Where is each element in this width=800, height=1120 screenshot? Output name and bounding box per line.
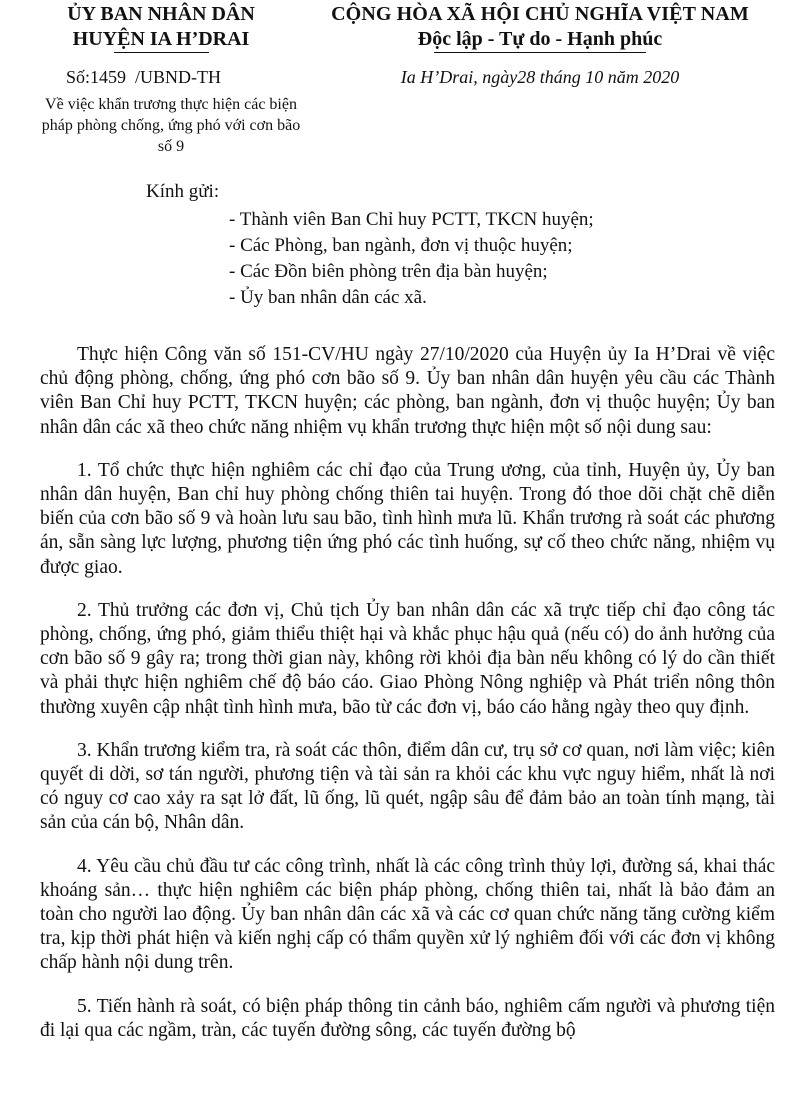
recipient-list — [229, 207, 594, 311]
recipient-item: - Thành viên Ban Chỉ huy PCTT, TKCN huyện; — [229, 209, 594, 230]
item-paragraph-2: 2. Thủ trưởng các đơn vị, Chủ tịch Ủy ban nhân dân các xã trực tiếp chỉ đạo công tác phòng, chống, ứng phó, giảm thiểu thiệt hại và khắc phục hậu quả (nếu có) do ảnh hưởng của cơn bão số 9 gây ra; trong thời gian này, không rời khỏi địa bàn nếu không có lý do cần thiết và phải thực hiện nghiêm chế độ báo cáo. Giao Phòng Nông nghiệp và Phát triển nông thôn thường xuyên cập nhật tình hình mưa, bão từ các đơn vị, báo cáo hằng ngày theo quy định. — [40, 599, 775, 718]
intro-paragraph: Thực hiện Công văn số 151-CV/HU ngày 27/10/2020 của Huyện ủy Ia H’Drai về việc chủ động phòng, chống, ứng phó cơn bão số 9. Ủy ban nhân dân huyện yêu cầu các Thành viên Ban Chỉ huy PCTT, TKCN huyện; các phòng, ban ngành, đơn vị thuộc huyện; Ủy ban nhân dân các xã theo chức năng nhiệm vụ khẩn trương thực hiện một số nội dung sau: — [40, 344, 775, 438]
item-paragraph-3: 3. Khẩn trương kiểm tra, rà soát các thôn, điểm dân cư, trụ sở cơ quan, nơi làm việc; kiên quyết di dời, sơ tán người, phương tiện và tài sản ra khỏi các khu vực nguy hiểm, nhất là nơi có nguy cơ cao xảy ra sạt lở đất, lũ ống, lũ quét, ngập sâu để đảm bảo an toàn tính mạng, tài sản của cán bộ, Nhân dân. — [40, 739, 775, 834]
document-date: Ia H’Drai, ngày28 tháng 10 năm 2020 — [400, 67, 680, 87]
agency-name-line2: HUYỆN IA H’DRAI — [72, 28, 250, 50]
document-body — [40, 343, 775, 1062]
nation-title: CỘNG HÒA XÃ HỘI CHỦ NGHĨA VIỆT NAM — [331, 3, 749, 25]
document-subject: Về việc khẩn trương thực hiện các biện pháp phòng chống, ứng phó với cơn bão số 9 — [41, 96, 301, 155]
salutation: Kính gửi: — [146, 181, 220, 202]
item-paragraph-1: 1. Tổ chức thực hiện nghiêm các chỉ đạo của Trung ương, của tỉnh, Huyện ủy, Ủy ban nhân dân huyện, Ban chỉ huy phòng chống thiên tai huyện. Trong đó thoe dõi chặt chẽ diễn biến của cơn bão số 9 và hoàn lưu sau bão, tình hình mưa lũ. Khẩn trương rà soát các phương án, sẵn sàng lực lượng, phương tiện ứng phó các tình huống, sự cố theo chức năng, nhiệm vụ được giao. — [40, 459, 775, 578]
agency-underline — [114, 52, 209, 53]
motto-underline — [434, 52, 646, 53]
recipient-item: - Các Đồn biên phòng trên địa bàn huyện; — [229, 261, 548, 282]
national-header-block — [296, 2, 784, 53]
recipient-item: - Ủy ban nhân dân các xã. — [229, 287, 427, 308]
item-paragraph-5: 5. Tiến hành rà soát, có biện pháp thông tin cảnh báo, nghiêm cấm người và phương tiện đi lại qua các ngầm, tràn, các tuyến đường sông, các tuyến đường bộ — [40, 995, 775, 1041]
national-motto: Độc lập - Tự do - Hạnh phúc — [417, 28, 663, 50]
document-number: Số:1459 /UBND-TH — [66, 67, 222, 87]
issuing-agency-block — [45, 2, 277, 53]
agency-name-line1: ỦY BAN NHÂN DÂN — [67, 3, 255, 25]
item-paragraph-4: 4. Yêu cầu chủ đầu tư các công trình, nhất là các công trình thủy lợi, đường sá, khai thác khoáng sản… thực hiện nghiêm các biện pháp phòng, chống thiên tai, nhất là bảo đảm an toàn cho người lao động. Ủy ban nhân dân các xã và các cơ quan chức năng tăng cường kiểm tra, kịp thời phát hiện và kiến nghị cấp có thẩm quyền xử lý nghiêm đối với các đơn vị không chấp hành nội dung trên. — [40, 855, 775, 974]
recipient-item: - Các Phòng, ban ngành, đơn vị thuộc huyện; — [229, 235, 573, 256]
